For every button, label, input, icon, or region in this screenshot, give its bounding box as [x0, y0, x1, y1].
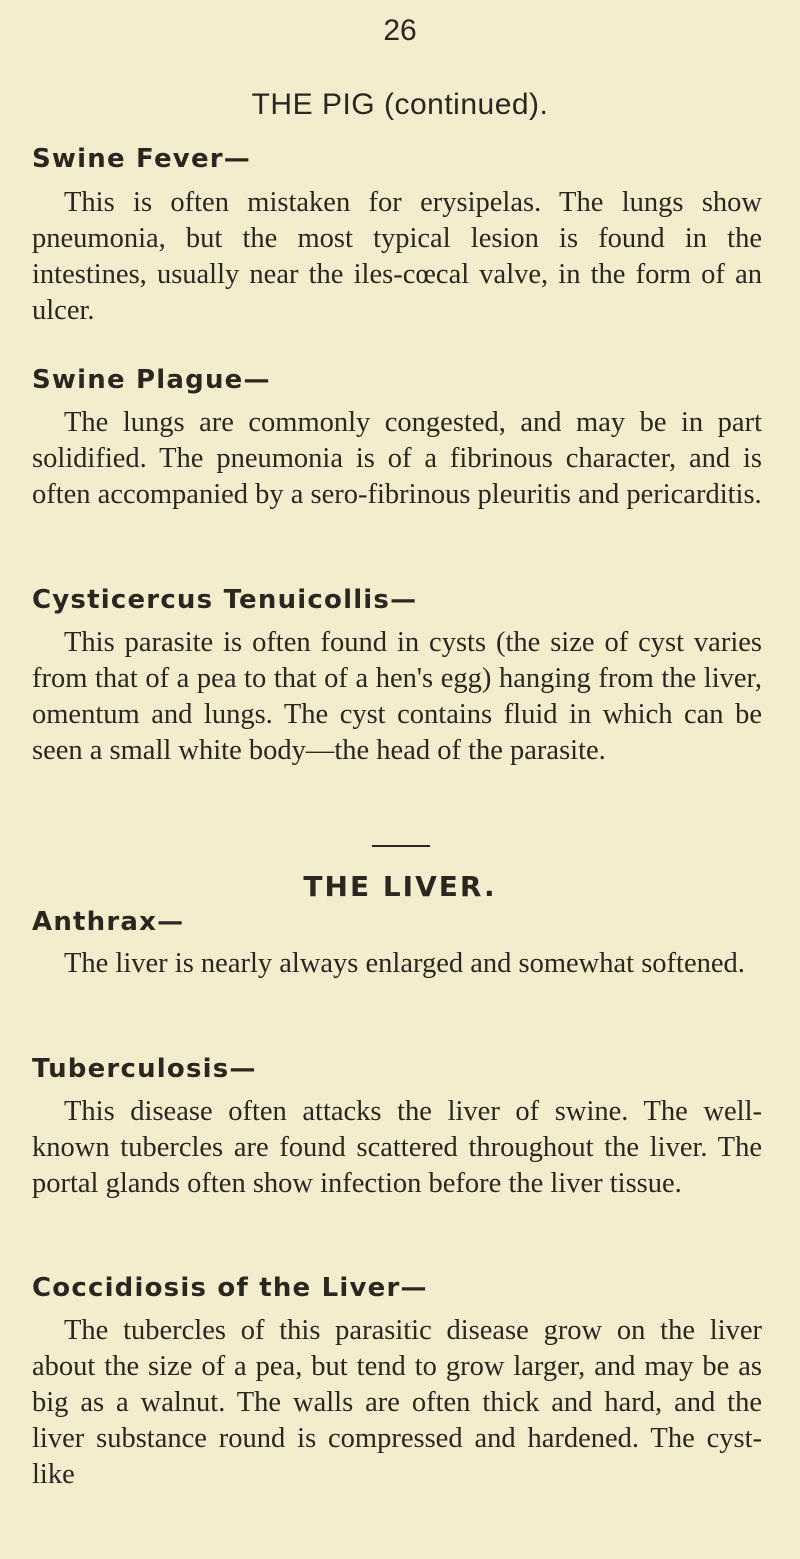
paragraph-swine-plague: The lungs are commonly congested, and may be in part solidified. The pneumonia is of a fibrinous character, and is often accompanied by a sero-fibrinous pleuritis and pericarditis. — [32, 407, 762, 510]
paragraph-coccidiosis: The tubercles of this parasitic disease grow on the liver about the size of a pea, but tend to grow larger, and may be as big as a walnut. The walls are often thick and hard, and the liver substance round is compressed and hardened. The cyst-like — [32, 1315, 762, 1490]
heading-swine-plague: Swine Plague— — [32, 365, 271, 395]
paragraph-swine-fever: This is often mistaken for erysipelas. The lungs show pneumonia, but the most typical lesion is found in the intestines, usually near the iles-cœcal valve, in the form of an ulcer. — [32, 187, 762, 326]
running-title: THE PIG (continued). — [251, 88, 549, 121]
section-divider — [372, 845, 430, 847]
heading-coccidiosis: Coccidiosis of the Liver— — [32, 1273, 428, 1303]
heading-cysticercus: Cysticercus Tenuicollis— — [32, 585, 418, 615]
paragraph-anthrax: The liver is nearly always enlarged and somewhat softened. — [64, 948, 745, 979]
page-number: 26 — [383, 14, 417, 47]
heading-anthrax: Anthrax— — [32, 907, 185, 937]
section-title-liver: THE LIVER. — [303, 870, 497, 903]
heading-tuberculosis: Tuberculosis— — [32, 1054, 257, 1084]
paragraph-cysticercus: This parasite is often found in cysts (the size of cyst varies from that of a pea to that of a hen's egg) hanging from the liver, omentum and lungs. The cyst contains fluid in which can be seen a small white body—the head of the parasite. — [32, 627, 762, 766]
heading-swine-fever: Swine Fever— — [32, 144, 251, 174]
paragraph-tuberculosis: This disease often attacks the liver of swine. The well-known tubercles are found scattered throughout the liver. The portal glands often show infection before the liver tissue. — [32, 1096, 762, 1199]
